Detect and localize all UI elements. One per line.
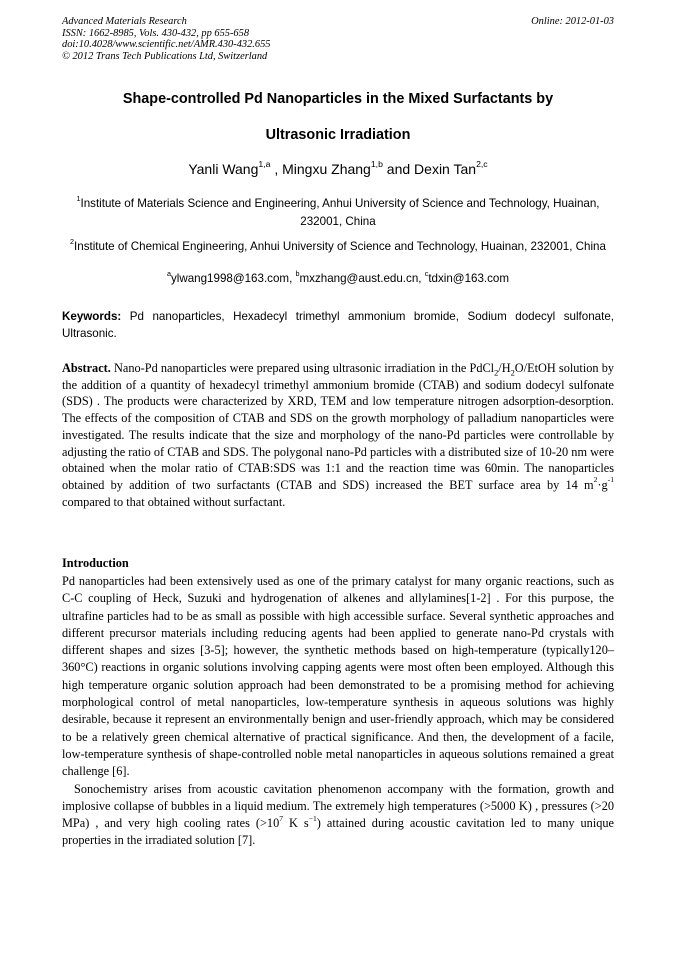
email-address: tdxin@163.com (428, 272, 510, 285)
issn-line: ISSN: 1662-8985, Vols. 430-432, pp 655-658 (62, 27, 250, 39)
subscript: 2 (494, 368, 499, 378)
affiliation-1 (62, 195, 614, 230)
abstract-text: O/EtOH solution by the addition of a quantity of hexadecyl trimethyl ammonium bromide (CTAB) and sodium dodecyl sulfonate (SDS) . The products were characterized by XRD, TEM and low temperature nitrogen adsorption-desorption. The effects of the composition of CTAB and SDS on the growth morphology of palladium nanoparticles were investigated. The results indicate that the size and morphology of the nano-Pd particles were controllable by adjusting the ratio of CTAB and SDS. The polygonal nano-Pd particles with a distributed size of 10-20 nm were obtained when the molar ratio of CTAB:SDS was 1:1 and the reaction time was 60min. The nanoparticles obtained by addition of two surfactants (CTAB and SDS) increased the BET surface area by 14 m (62, 361, 614, 492)
superscript: 7 (279, 813, 284, 823)
keywords-text: Pd nanoparticles, Hexadecyl trimethyl ammonium bromide, Sodium dodecyl sulfonate, Ultrasonic. (62, 310, 614, 341)
introduction-body (62, 573, 614, 850)
email-address: ylwang1998@163.com, (170, 272, 296, 285)
keywords-label: Keywords: (62, 310, 122, 323)
subscript: 2 (510, 368, 515, 378)
paragraph: Pd nanoparticles had been extensively used as one of the primary catalyst for many organic reactions, such as C-C coupling of Heck, Suzuki and hydrogenation of alkenes and allylamines[1-2] . For this purpose, the ultrafine particles had to be as small as possible with high accessible surface. Several synthetic approaches and different precursor materials including reducing agents had been applied to generate nano-Pd crystals with different shapes and sizes [3-5]; however, the synthetic methods based on high-temperature (typically120–360°C) reactions in organic solutions involving capping agents were most often been employed. Although this high temperature organic solution approach had been demonstrated to be a promising method for achieving morphological control of metal nanoparticles, low-temperature synthesis in aqueous solutions was highly desirable, because it represent an environmentally benign and user-friendly approach, which may be considered to be a relatively green chemical alternative of practical significance. And then, the development of a facile, low-temperature synthesis of shape-controlled noble metal nanoparticles in aqueous solutions remained a great challenge [6]. (62, 574, 614, 779)
author-name: Dexin Tan (414, 161, 477, 177)
email-mark: a (166, 268, 171, 278)
author-name: Mingxu Zhang (282, 161, 371, 177)
affiliation-mark: 2 (70, 236, 75, 246)
superscript: -1 (607, 475, 614, 485)
copyright-line: © 2012 Trans Tech Publications Ltd, Switzerland (62, 50, 268, 62)
author-affiliation-mark: 1,b (370, 158, 383, 169)
author-emails (62, 268, 614, 285)
abstract-text: Nano-Pd nanoparticles were prepared using ultrasonic irradiation in the PdCl (110, 361, 495, 375)
affiliation-text: Institute of Materials Science and Engineering, Anhui University of Science and Technology, Huainan, 232001, China (80, 197, 600, 228)
paragraph (62, 781, 614, 850)
abstract-text: /H (498, 361, 511, 375)
paragraph-text: ) attained during acoustic cavitation led to many unique properties in the irradiated solution [7]. (62, 816, 614, 848)
author-name: Yanli Wang (188, 161, 259, 177)
email-address: mxzhang@aust.edu.cn, (299, 272, 425, 285)
author-separator: , (270, 161, 283, 177)
email-mark: b (295, 268, 300, 278)
online-date: Online: 2012-01-03 (531, 16, 614, 27)
abstract (62, 360, 614, 510)
paragraph-text: K s (283, 816, 309, 831)
paragraph-text: Sonochemistry arises from acoustic cavitation phenomenon accompany with the formation, growth and implosive collapse of bubbles in a liquid medium. The extremely high temperatures (>5000 K) , pressures (>20 MPa) , and very high cooling rates (>10 (62, 781, 614, 831)
abstract-text: compared to that obtained without surfactant. (62, 494, 286, 509)
journal-name: Advanced Materials Research (62, 16, 187, 27)
author-list (62, 159, 614, 179)
abstract-text: ·g (597, 477, 608, 492)
email-mark: c (424, 268, 429, 278)
superscript: −1 (308, 813, 317, 823)
paper-title-line-2: Ultrasonic Irradiation (265, 127, 411, 143)
paper-title-line-1: Shape-controlled Pd Nanoparticles in the Mixed Surfactants by (122, 91, 554, 107)
abstract-label: Abstract. (62, 361, 111, 375)
author-separator: and (382, 161, 415, 177)
superscript: 2 (593, 475, 598, 485)
author-affiliation-mark: 2,c (476, 158, 488, 169)
author-affiliation-mark: 1,a (258, 158, 271, 169)
doi-line: doi:10.4028/www.scientific.net/AMR.430-432.655 (62, 39, 271, 51)
keywords (62, 308, 614, 342)
journal-header (62, 16, 614, 62)
introduction-heading: Introduction (62, 556, 129, 570)
affiliation-2 (62, 238, 614, 256)
affiliation-mark: 1 (76, 193, 81, 203)
affiliation-text: Institute of Chemical Engineering, Anhui University of Science and Technology, Huainan, 232001, China (74, 240, 606, 253)
